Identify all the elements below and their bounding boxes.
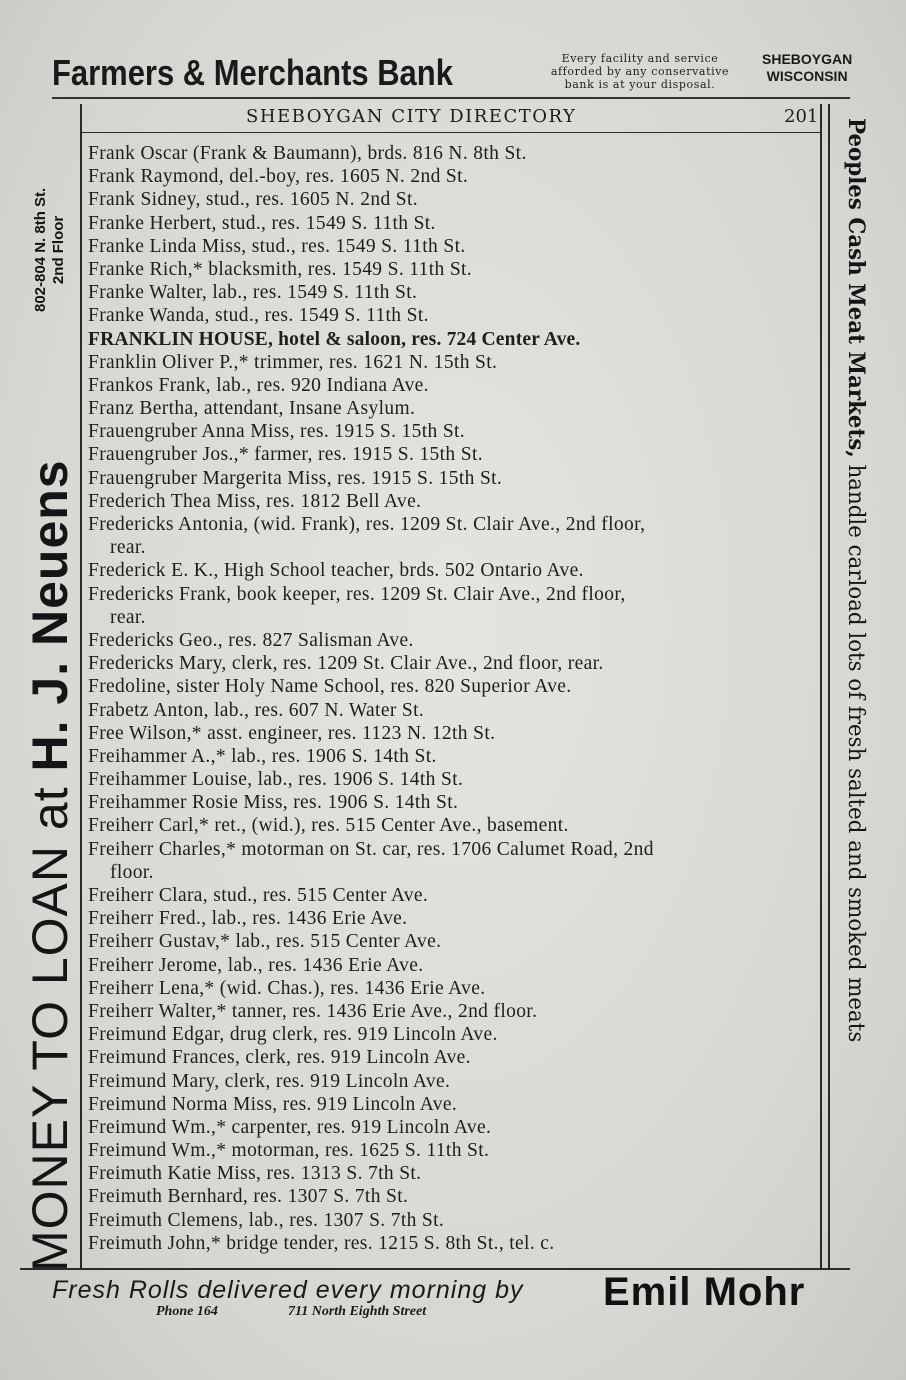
list-item: Frank Raymond, del.-boy, res. 1605 N. 2nd St. <box>88 166 469 188</box>
list-item: Freimund Mary, clerk, res. 919 Lincoln Ave. <box>88 1070 451 1092</box>
bank-ad-tagline-line: bank is at your disposal. <box>564 78 716 91</box>
bakery-ad-address: 711 North Eighth Street <box>288 1304 427 1319</box>
list-item: Freimund Wm.,* motorman, res. 1625 S. 11th St. <box>88 1140 490 1162</box>
header-divider <box>80 132 822 133</box>
list-item: Fredericks Geo., res. 827 Salisman Ave. <box>88 629 414 651</box>
left-frame-line <box>80 104 82 1270</box>
page-title: SHEBOYGAN CITY DIRECTORY <box>246 106 577 127</box>
bank-ad-tagline-line: Every facility and service <box>561 52 719 65</box>
directory-entries <box>88 142 828 1255</box>
bakery-ad-phone: Phone 164 <box>156 1304 218 1319</box>
bank-ad-city <box>762 51 852 85</box>
list-item: Freiherr Fred., lab., res. 1436 Erie Ave. <box>88 908 408 930</box>
list-item: Freiherr Carl,* ret., (wid.), res. 515 Center Ave., basement. <box>88 815 569 837</box>
list-item: Frank Oscar (Frank & Baumann), brds. 816 N. 8th St. <box>88 143 527 164</box>
list-item: Freiherr Charles,* motorman on St. car, res. 1706 Calumet Road, 2nd <box>88 838 654 860</box>
list-item: Freimund Wm.,* carpenter, res. 919 Lincoln Ave. <box>88 1116 492 1138</box>
list-item: Freimuth Katie Miss, res. 1313 S. 7th St. <box>88 1163 422 1185</box>
loan-ad-address <box>32 188 68 312</box>
list-item: Freimuth John,* bridge tender, res. 1215 S. 8th St., tel. c. <box>88 1232 555 1254</box>
list-item: Freiherr Walter,* tanner, res. 1436 Erie Ave., 2nd floor. <box>88 1000 538 1022</box>
list-item: Freimuth Clemens, lab., res. 1307 S. 7th St. <box>88 1209 445 1231</box>
loan-ad-address-line: 802-804 N. 8th St. <box>32 187 49 312</box>
list-item: Frauengruber Margerita Miss, res. 1915 S. 15th St. <box>88 467 503 489</box>
bakery-ad-slogan: Fresh Rolls delivered every morning by <box>52 1276 524 1304</box>
list-item: FRANKLIN HOUSE, hotel & saloon, res. 724 Center Ave. <box>88 328 581 350</box>
list-item: Freihammer A.,* lab., res. 1906 S. 14th St. <box>88 745 437 767</box>
page-number: 201 <box>784 106 819 127</box>
list-item: Frankos Frank, lab., res. 920 Indiana Ave. <box>88 374 429 396</box>
list-item: Freihammer Rosie Miss, res. 1906 S. 14th St. <box>88 792 459 814</box>
list-item: Frederich Thea Miss, res. 1812 Bell Ave. <box>88 490 422 512</box>
list-item: Fredoline, sister Holy Name School, res. 820 Superior Ave. <box>88 676 572 698</box>
list-item: Freiherr Clara, stud., res. 515 Center Ave. <box>88 885 429 906</box>
right-frame-line-outer <box>828 104 830 1270</box>
meat-market-ad-text: handle carload lots of fresh salted and smoked meats <box>843 457 868 1043</box>
loan-ad <box>20 112 80 1272</box>
bakery-ad-name: Emil Mohr <box>603 1270 806 1314</box>
list-item: Fredericks Frank, book keeper, res. 1209 St. Clair Ave., 2nd floor, <box>88 583 626 605</box>
list-item-continuation: rear. <box>110 537 146 559</box>
bank-ad-tagline <box>534 52 746 91</box>
loan-ad-text-b: H. J. Neuens <box>22 459 78 772</box>
top-divider <box>52 97 850 99</box>
list-item: Franke Rich,* blacksmith, res. 1549 S. 11th St. <box>88 258 473 280</box>
list-item: Franke Linda Miss, stud., res. 1549 S. 11th St. <box>88 235 466 257</box>
list-item: Freiherr Gustav,* lab., res. 515 Center Ave. <box>88 931 442 953</box>
bank-ad-title: Farmers & Merchants Bank <box>52 52 453 93</box>
list-item-continuation: rear. <box>110 606 146 628</box>
list-item: Freimuth Bernhard, res. 1307 S. 7th St. <box>88 1186 409 1208</box>
list-item: Frank Sidney, stud., res. 1605 N. 2nd St. <box>88 189 418 211</box>
list-item: Frauengruber Anna Miss, res. 1915 S. 15th St. <box>88 421 466 443</box>
bank-ad-tagline-line: afforded by any conservative <box>550 65 730 78</box>
list-item: Freimund Edgar, drug clerk, res. 919 Lincoln Ave. <box>88 1024 498 1046</box>
list-item: Freimund Norma Miss, res. 919 Lincoln Ave. <box>88 1093 458 1115</box>
list-item: Frauengruber Jos.,* farmer, res. 1915 S. 15th St. <box>88 444 483 466</box>
list-item: Free Wilson,* asst. engineer, res. 1123 N. 12th St. <box>88 722 496 744</box>
list-item: Franke Walter, lab., res. 1549 S. 11th St. <box>88 282 418 304</box>
list-item: Franke Wanda, stud., res. 1549 S. 11th St. <box>88 305 429 327</box>
loan-ad-floor-line: 2nd Floor <box>50 215 67 285</box>
list-item: Freiherr Lena,* (wid. Chas.), res. 1436 Erie Ave. <box>88 977 486 999</box>
list-item: Franklin Oliver P.,* trimmer, res. 1621 N. 15th St. <box>88 351 498 373</box>
list-item: Frederick E. K., High School teacher, brds. 502 Ontario Ave. <box>88 560 584 582</box>
bank-ad-state-line: WISCONSIN <box>766 68 848 84</box>
list-item: Franke Herbert, stud., res. 1549 S. 11th St. <box>88 212 436 234</box>
meat-market-ad-name: Peoples Cash Meat Markets, <box>843 118 869 458</box>
bank-ad-city-line: SHEBOYGAN <box>762 51 853 67</box>
list-item: Frabetz Anton, lab., res. 607 N. Water St. <box>88 699 425 721</box>
loan-ad-text <box>24 459 76 1272</box>
list-item: Freimund Frances, clerk, res. 919 Lincoln Ave. <box>88 1047 471 1069</box>
list-item: Franz Bertha, attendant, Insane Asylum. <box>88 398 416 420</box>
list-item: Fredericks Antonia, (wid. Frank), res. 1209 St. Clair Ave., 2nd floor, <box>88 514 646 535</box>
list-item: Freiherr Jerome, lab., res. 1436 Erie Ave. <box>88 954 424 976</box>
list-item: Freihammer Louise, lab., res. 1906 S. 14th St. <box>88 769 464 791</box>
list-item: Fredericks Mary, clerk, res. 1209 St. Clair Ave., 2nd floor, rear. <box>88 653 604 675</box>
meat-market-ad <box>841 118 870 1224</box>
loan-ad-text-a: MONEY TO LOAN at <box>22 771 78 1272</box>
list-item-continuation: floor. <box>110 861 154 883</box>
